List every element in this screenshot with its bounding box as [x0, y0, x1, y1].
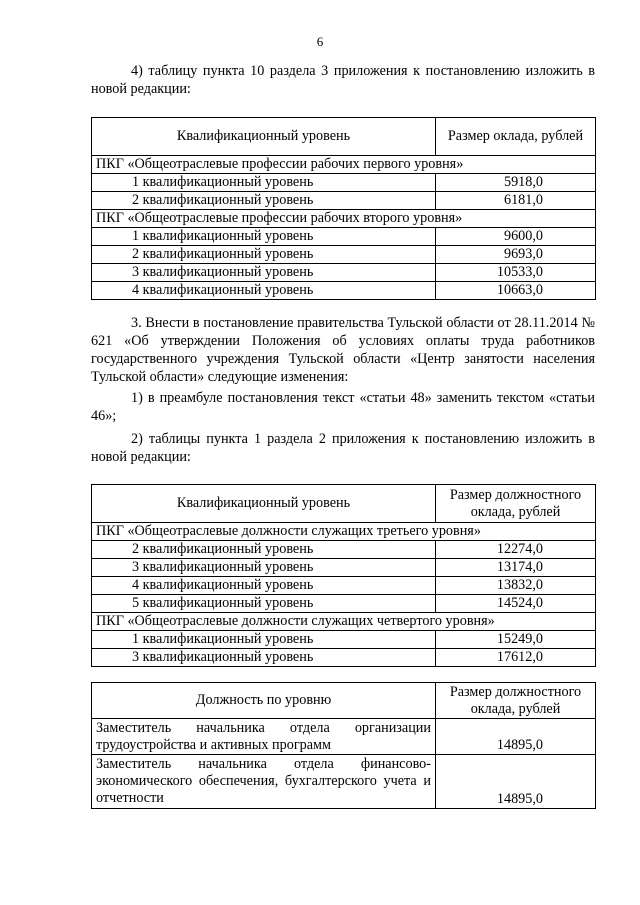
table-row	[92, 595, 596, 613]
salary-cell: 6181,0	[436, 192, 596, 210]
level-cell: 2 квалификационный уровень	[92, 246, 436, 264]
level-cell: 5 квалификационный уровень	[92, 595, 436, 613]
table-row	[92, 649, 596, 667]
header-qualification-level: Квалификационный уровень	[92, 118, 436, 156]
salary-cell: 12274,0	[436, 541, 596, 559]
salary-cell: 9693,0	[436, 246, 596, 264]
item-3-text: 3. Внести в постановление правительства Тульской области от 28.11.2014 № 621 «Об утверждении Положения об условиях оплаты труда работников государственного учреждения Тульской области «Центр занятости населения Тульской области» следующие изменения:	[91, 315, 595, 385]
group-title: ПКГ «Общеотраслевые должности служащих третьего уровня»	[92, 523, 596, 541]
salary-cell: 10533,0	[436, 264, 596, 282]
table-row	[92, 282, 596, 300]
item-3-sub2-text: 2) таблицы пункта 1 раздела 2 приложения к постановлению изложить в новой редакции:	[91, 431, 595, 465]
salary-cell: 15249,0	[436, 631, 596, 649]
item-3-sub2-paragraph	[91, 430, 595, 466]
level-cell: 4 квалификационный уровень	[92, 282, 436, 300]
item-3-sub1-text: 1) в преамбуле постановления текст «статьи 48» заменить текстом «статьи 46»;	[91, 390, 595, 424]
group-row	[92, 156, 596, 174]
position-cell: Заместитель начальника отдела финансово-экономического обеспечения, бухгалтерского учета и отчетности	[92, 755, 436, 809]
header-salary: Размер должностного оклада, рублей	[436, 683, 596, 719]
salary-cell: 5918,0	[436, 174, 596, 192]
position-cell: Заместитель начальника отдела организации трудоустройства и активных программ	[92, 719, 436, 755]
salary-table-employees	[91, 484, 596, 667]
level-cell: 2 квалификационный уровень	[92, 541, 436, 559]
level-cell: 1 квалификационный уровень	[92, 174, 436, 192]
table-header-row	[92, 485, 596, 523]
level-cell: 3 квалификационный уровень	[92, 649, 436, 667]
salary-cell: 14524,0	[436, 595, 596, 613]
salary-table-workers	[91, 117, 596, 300]
header-salary: Размер оклада, рублей	[436, 118, 596, 156]
header-salary: Размер должностного оклада, рублей	[436, 485, 596, 523]
group-row	[92, 613, 596, 631]
page-number: 6	[316, 34, 324, 49]
group-row	[92, 210, 596, 228]
table-row	[92, 577, 596, 595]
table-row	[92, 559, 596, 577]
level-cell: 3 квалификационный уровень	[92, 559, 436, 577]
table-row	[92, 541, 596, 559]
table-row	[92, 174, 596, 192]
table-row	[92, 228, 596, 246]
item-3-paragraph	[91, 314, 595, 386]
salary-cell: 13174,0	[436, 559, 596, 577]
header-position: Должность по уровню	[92, 683, 436, 719]
table-row	[92, 755, 596, 809]
item-3-sub1-paragraph	[91, 389, 595, 425]
level-cell: 4 квалификационный уровень	[92, 577, 436, 595]
header-qualification-level: Квалификационный уровень	[92, 485, 436, 523]
level-cell: 2 квалификационный уровень	[92, 192, 436, 210]
table-row	[92, 246, 596, 264]
item-4-text: 4) таблицу пункта 10 раздела 3 приложения к постановлению изложить в новой редакции:	[91, 63, 595, 97]
table-row	[92, 719, 596, 755]
level-cell: 3 квалификационный уровень	[92, 264, 436, 282]
salary-cell: 9600,0	[436, 228, 596, 246]
salary-cell: 17612,0	[436, 649, 596, 667]
item-4-paragraph	[91, 62, 595, 98]
salary-table-positions	[91, 682, 596, 809]
table-row	[92, 264, 596, 282]
table-row	[92, 192, 596, 210]
level-cell: 1 квалификационный уровень	[92, 228, 436, 246]
level-cell: 1 квалификационный уровень	[92, 631, 436, 649]
salary-cell: 14895,0	[436, 755, 596, 809]
table-header-row	[92, 683, 596, 719]
group-row	[92, 523, 596, 541]
salary-cell: 13832,0	[436, 577, 596, 595]
group-title: ПКГ «Общеотраслевые должности служащих четвертого уровня»	[92, 613, 596, 631]
group-title: ПКГ «Общеотраслевые профессии рабочих второго уровня»	[92, 210, 596, 228]
group-title: ПКГ «Общеотраслевые профессии рабочих первого уровня»	[92, 156, 596, 174]
table-header-row	[92, 118, 596, 156]
table-row	[92, 631, 596, 649]
salary-cell: 14895,0	[436, 719, 596, 755]
salary-cell: 10663,0	[436, 282, 596, 300]
